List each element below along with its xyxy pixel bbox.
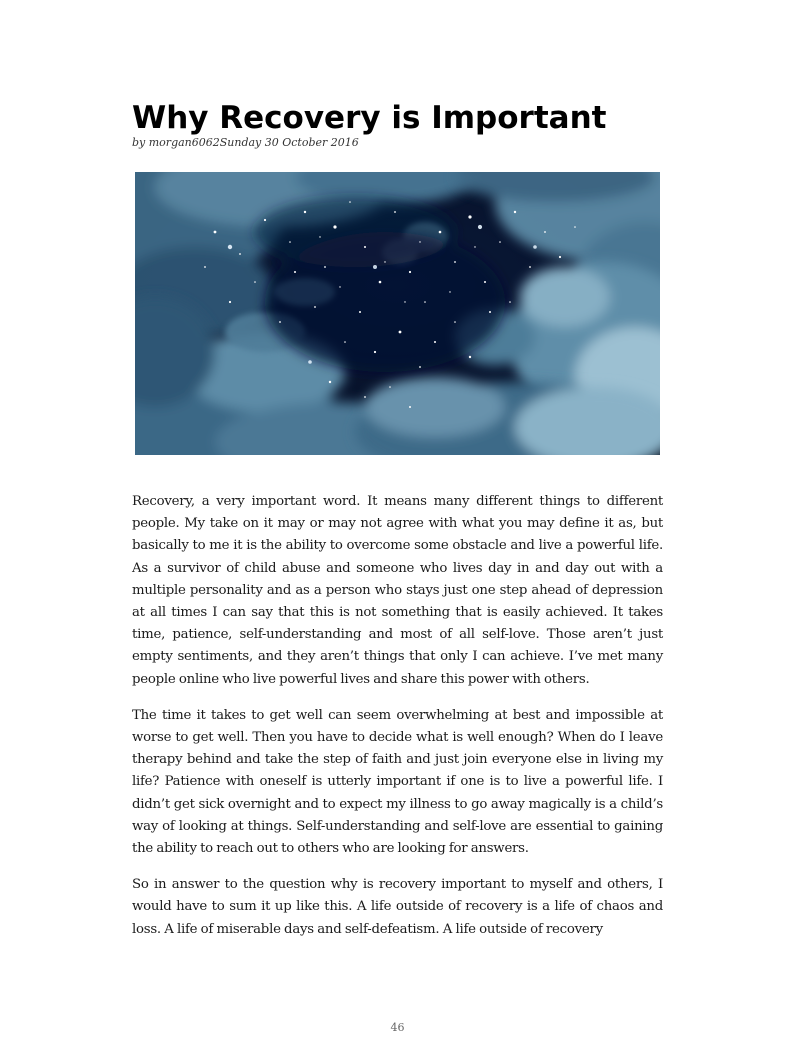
article-title: Why Recovery is Important	[132, 100, 607, 136]
article-byline: by morgan6062Sunday 30 October 2016	[132, 136, 359, 149]
article-paragraph: Recovery, a very important word. It means many different things to different people. My take on it may or may not agree with what you may define it as, but basically to me it is the ability to overcome some obstacle and live a powerful life. As a survivor of child abuse and someone who lives day in and day out with a multiple personality and as a person who stays just one step ahead of depression at all times I can say that this is not something that is easily achieved. It takes time, patience, self-understanding and most of all self-love. Those aren’t just empty sentiments, and they aren’t things that only I can achieve. I’ve met many people online who live powerful lives and share this power with others.	[132, 494, 663, 687]
night-sky-image	[135, 172, 660, 455]
page-number: 46	[390, 1021, 405, 1034]
article-paragraph: So in answer to the question why is recovery important to myself and others, I would have to sum it up like this. A life outside of recovery is a life of chaos and loss. A life of miserable days and self-defeatism. A life outside of recovery	[132, 877, 663, 937]
article-paragraph: The time it takes to get well can seem overwhelming at best and impossible at worse to get well. Then you have to decide what is well enough? When do I leave therapy behind and take the step of faith and just join everyone else in living my life? Patience with oneself is utterly important if one is to live a powerful life. I didn’t get sick overnight and to expect my illness to go away magically is a child’s way of looking at things. Self-understanding and self-love are essential to gaining the ability to reach out to others who are looking for answers.	[132, 707, 663, 857]
article-body	[132, 491, 663, 955]
